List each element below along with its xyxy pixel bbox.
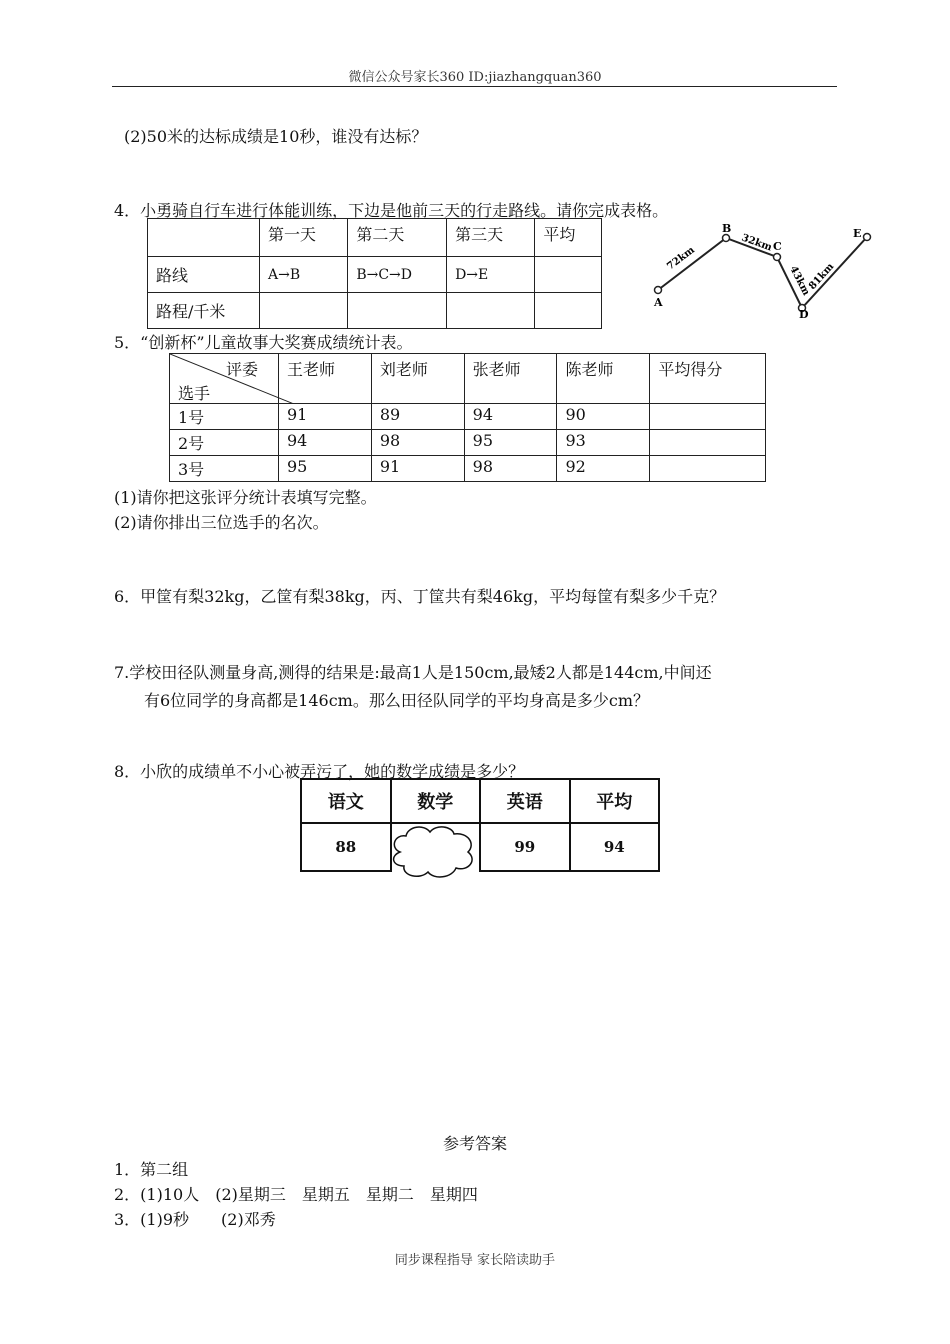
q5-table — [169, 353, 766, 482]
q5-corner-bottom: 选手 — [178, 384, 211, 403]
q4-header-day3: 第三天 — [447, 219, 535, 257]
q5-row1-score: 94 — [464, 404, 557, 430]
q5-row1-score: 90 — [557, 404, 650, 430]
distance-bc: 32km — [739, 232, 774, 254]
q4-header-average: 平均 — [535, 219, 602, 257]
point-e — [864, 234, 871, 241]
q5-header-zhang: 张老师 — [464, 354, 557, 404]
q8-header-math: 数学 — [391, 779, 481, 823]
answer-2: 2．(1)10人 (2)星期三 星期五 星期二 星期四 — [114, 1185, 478, 1204]
q5-row2-score: 98 — [371, 430, 464, 456]
answer-3: 3．(1)9秒 (2)邓秀 — [114, 1210, 276, 1229]
distance-de: 81km — [807, 261, 837, 293]
q5-corner-cell — [170, 354, 279, 404]
answers-title: 参考答案 — [442, 1134, 507, 1153]
q4-table — [147, 218, 602, 329]
q5-row1-score: 89 — [371, 404, 464, 430]
q4-route-day2: B→C→D — [348, 257, 447, 293]
q5-row1-label: 1号 — [170, 404, 279, 430]
q4-header-day1: 第一天 — [260, 219, 348, 257]
table-row — [170, 404, 766, 430]
q4-route-day3: D→E — [447, 257, 535, 293]
q6-text: 6．甲筐有梨32kg，乙筐有梨38kg，丙、丁筐共有梨46kg，平均每筐有梨多少千克？ — [114, 587, 726, 606]
q5-sub2: (2)请你排出三位选手的名次。 — [114, 513, 329, 532]
page-header: 微信公众号家长360 ID:jiazhangquan360 — [348, 70, 602, 85]
q5-header-wang: 王老师 — [279, 354, 372, 404]
q7-line2: 有6位同学的身高都是146cm。那么田径队同学的平均身高是多少cm？ — [144, 691, 649, 710]
q5-text: 5．“创新杯”儿童故事大奖赛成绩统计表。 — [114, 333, 413, 352]
q5-header-liu: 刘老师 — [371, 354, 464, 404]
q5-row1-average — [650, 404, 766, 430]
q4-distance-average — [535, 293, 602, 329]
q5-row3-average — [650, 456, 766, 482]
q4-route-label: 路线 — [148, 257, 260, 293]
q4-route-day1: A→B — [260, 257, 348, 293]
table-row — [170, 430, 766, 456]
q4-header-empty — [148, 219, 260, 257]
q5-row2-score: 94 — [279, 430, 372, 456]
point-b — [723, 235, 730, 242]
q8-value-chinese: 88 — [301, 823, 391, 871]
q4-header-day2: 第二天 — [348, 219, 447, 257]
label-a: A — [654, 296, 663, 309]
cloud-smudge — [388, 822, 480, 882]
q3-part2: (2)50米的达标成绩是10秒，谁没有达标？ — [124, 127, 428, 146]
q5-row3-score: 91 — [371, 456, 464, 482]
q4-text: 4．小勇骑自行车进行体能训练，下边是他前三天的行走路线。请你完成表格。 — [114, 201, 669, 220]
q5-row3-score: 98 — [464, 456, 557, 482]
label-e: E — [853, 227, 862, 240]
q8-header-chinese: 语文 — [301, 779, 391, 823]
distance-ab: 72km — [665, 244, 697, 273]
distance-cd: 43km — [787, 264, 812, 298]
q5-row2-score: 93 — [557, 430, 650, 456]
q4-distance-label: 路程/千米 — [148, 293, 260, 329]
q4-distance-day1 — [260, 293, 348, 329]
q5-row1-score: 91 — [279, 404, 372, 430]
q8-value-english: 99 — [480, 823, 570, 871]
header-rule — [112, 86, 837, 87]
point-a — [655, 287, 662, 294]
q8-grade-table — [300, 778, 660, 872]
label-d: D — [799, 308, 809, 320]
q7-line1: 7.学校田径队测量身高,测得的结果是:最高1人是150cm,最矮2人都是144cm,中间还 — [114, 663, 712, 682]
label-b: B — [722, 222, 732, 235]
q8-value-average: 94 — [570, 823, 660, 871]
q8-text: 8．小欣的成绩单不小心被弄污了，她的数学成绩是多少？ — [114, 762, 525, 781]
q5-sub1: (1)请你把这张评分统计表填写完整。 — [114, 488, 377, 507]
q5-header-average: 平均得分 — [650, 354, 766, 404]
q8-header-average: 平均 — [570, 779, 660, 823]
q8-value-math-smudged — [391, 823, 481, 871]
q5-corner-top: 评委 — [226, 360, 259, 379]
q4-route-average — [535, 257, 602, 293]
q5-row2-label: 2号 — [170, 430, 279, 456]
answer-1: 1．第二组 — [114, 1160, 189, 1179]
q5-row3-score: 92 — [557, 456, 650, 482]
q5-row2-score: 95 — [464, 430, 557, 456]
q8-header-english: 英语 — [480, 779, 570, 823]
q4-distance-day2 — [348, 293, 447, 329]
table-row — [170, 456, 766, 482]
q4-distance-day3 — [447, 293, 535, 329]
q5-row3-label: 3号 — [170, 456, 279, 482]
label-c: C — [773, 240, 782, 253]
page-footer: 同步课程指导 家长陪读助手 — [394, 1253, 556, 1268]
q5-row2-average — [650, 430, 766, 456]
route-map — [640, 220, 880, 320]
q5-row3-score: 95 — [279, 456, 372, 482]
q5-header-chen: 陈老师 — [557, 354, 650, 404]
point-c — [774, 254, 781, 261]
